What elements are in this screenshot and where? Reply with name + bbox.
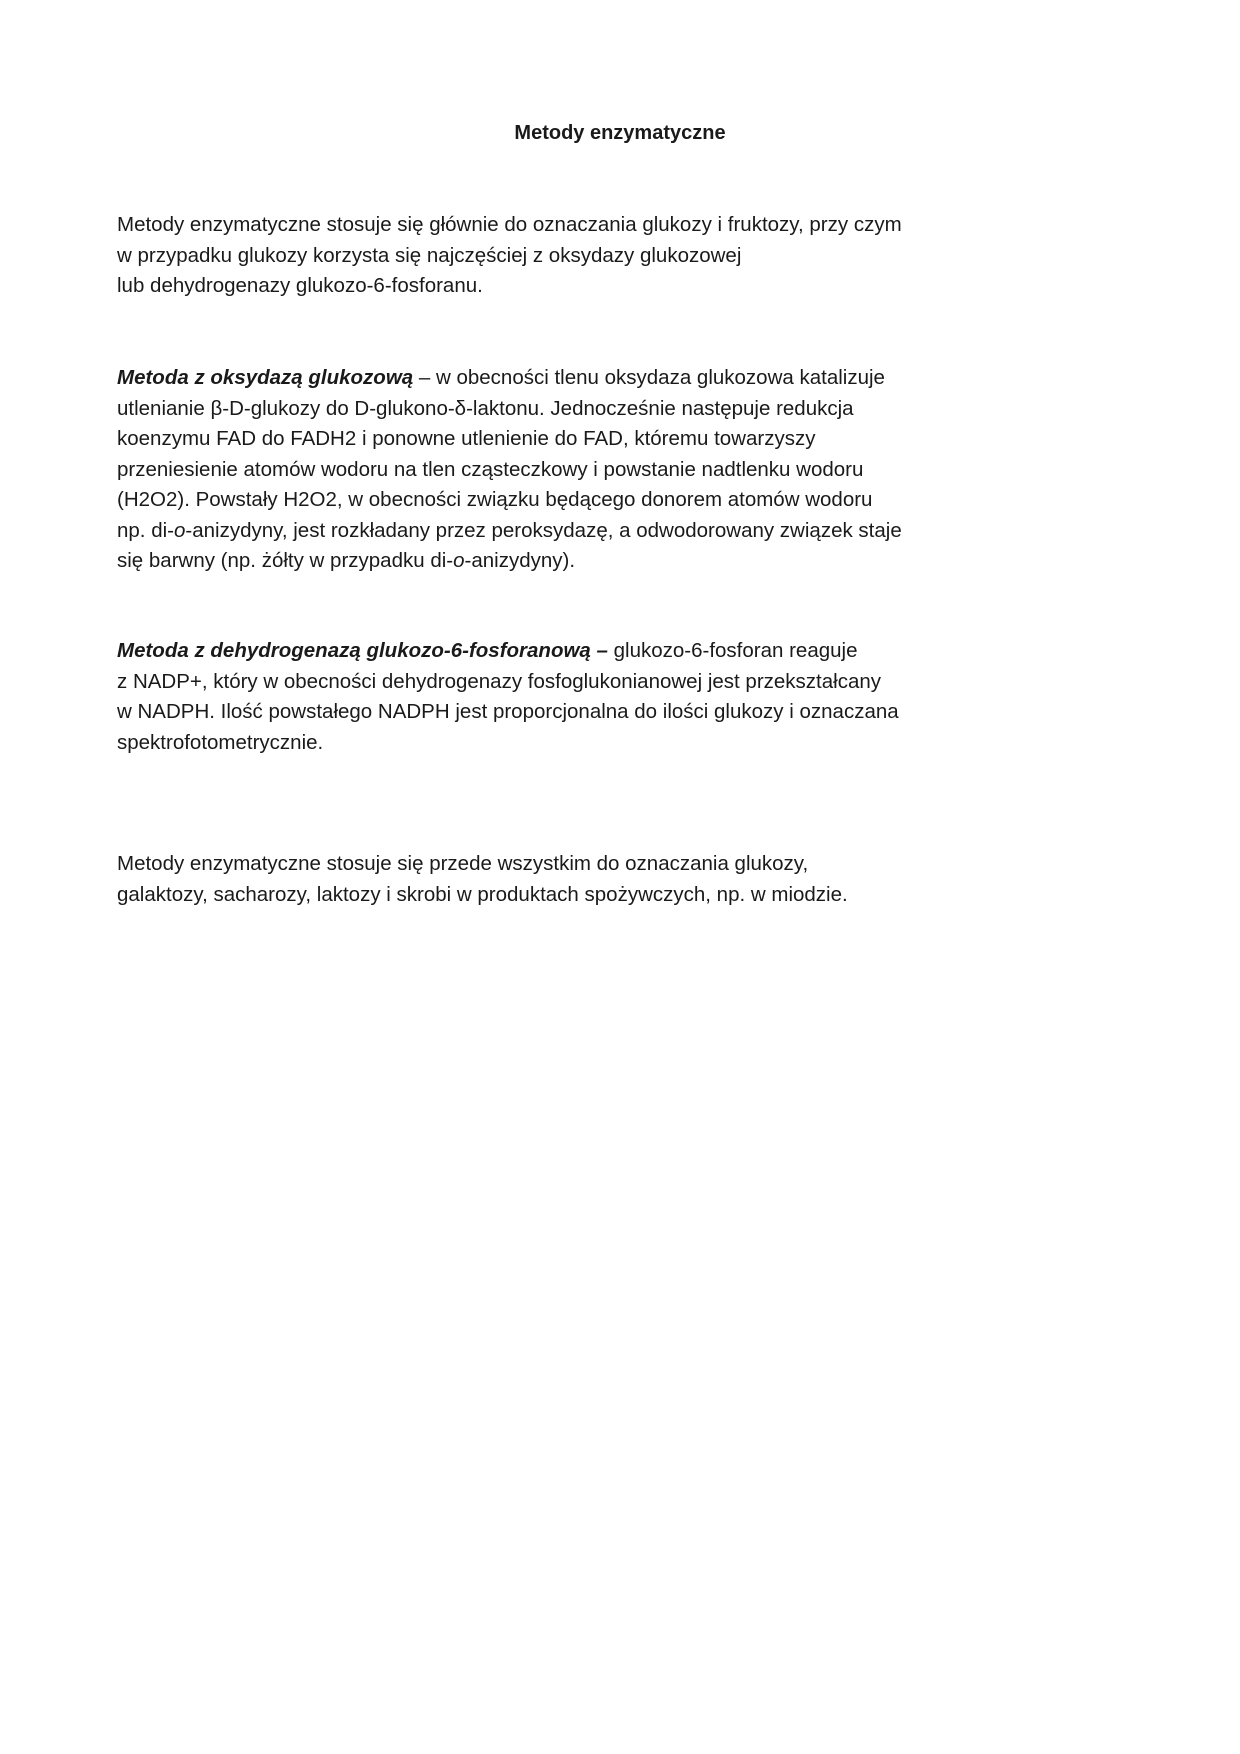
text-line	[117, 636, 1017, 667]
document-title: Metody enzymatyczne	[514, 122, 726, 144]
paragraph-summary	[117, 849, 1017, 910]
text-line: Metody enzymatyczne stosuje się głównie do oznaczania glukozy i fruktozy, przy czym	[117, 213, 902, 236]
text-fragment: – w obecności tlenu oksydaza glukozowa katalizuje	[413, 366, 885, 389]
text-line: z NADP+, który w obecności dehydrogenazy fosfoglukonianowej jest przekształcany	[117, 669, 882, 693]
text-line	[117, 546, 1017, 577]
text-fragment: się barwny (np. żółty w przypadku di-	[117, 549, 454, 572]
paragraph-glucose-oxidase-method	[117, 363, 1017, 577]
paragraph-intro	[117, 210, 1017, 302]
text-fragment: -anizydyny).	[464, 549, 576, 572]
text-line: galaktozy, sacharozy, laktozy i skrobi w produktach spożywczych, np. w miodzie.	[117, 882, 848, 906]
text-fragment: -anizydyny, jest rozkładany przez peroksydazę, a odwodorowany związek staje	[185, 518, 902, 542]
text-line: koenzymu FAD do FADH2 i ponowne utlenienie do FAD, któremu towarzyszy	[117, 427, 816, 450]
italic-fragment: o	[453, 549, 465, 572]
text-line: (H2O2). Powstały H2O2, w obecności związku będącego donorem atomów wodoru	[117, 488, 873, 511]
text-line	[117, 363, 1017, 394]
text-line: przeniesienie atomów wodoru na tlen cząsteczkowy i powstanie nadtlenku wodoru	[117, 457, 864, 481]
paragraph-dehydrogenase-method	[117, 636, 1017, 758]
text-line: w przypadku glukozy korzysta się najczęściej z oksydazy glukozowej	[117, 243, 742, 267]
text-line: Metody enzymatyczne stosuje się przede wszystkim do oznaczania glukozy,	[117, 852, 809, 875]
text-fragment: np. di-	[117, 518, 174, 542]
text-line: spektrofotometrycznie.	[117, 730, 324, 754]
italic-fragment: o	[173, 518, 186, 542]
text-line: w NADPH. Ilość powstałego NADPH jest proporcjonalna do ilości glukozy i oznaczana	[117, 700, 899, 723]
text-line	[117, 516, 1017, 547]
method-heading: Metoda z oksydazą glukozową	[117, 366, 414, 389]
text-fragment: glukozo-6-fosforan reaguje	[607, 639, 858, 662]
text-line: utlenianie β-D-glukozy do D-glukono-δ-laktonu. Jednocześnie następuje redukcja	[117, 396, 854, 420]
method-heading: Metoda z dehydrogenazą glukozo-6-fosforanową –	[117, 639, 608, 662]
text-line: lub dehydrogenazy glukozo-6-fosforanu.	[117, 274, 483, 297]
